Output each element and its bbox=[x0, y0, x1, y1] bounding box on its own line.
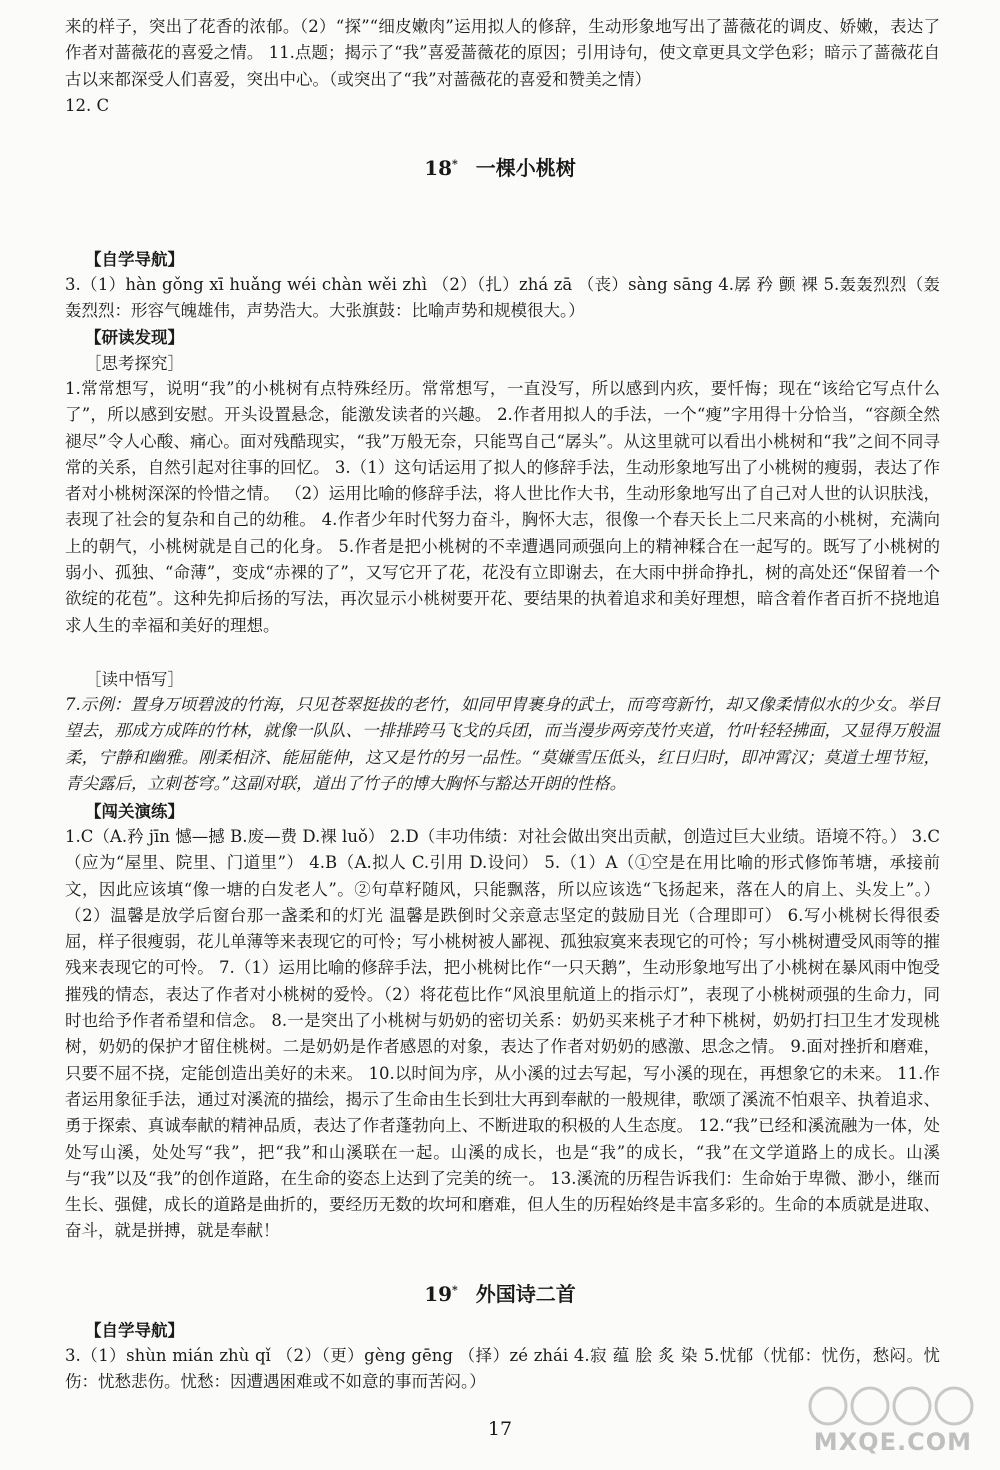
paragraph-duzhong-wuxie: 7.示例：置身万顷碧波的竹海，只见苍翠挺拔的老竹，如同甲胄裹身的武士，而弯弯新竹，却又像柔情似水的少女。举目望去，那成方成阵的竹林，就像一队队、一排排跨马飞戈的兵团，而当漫步两旁茂竹夹道，竹叶轻轻拂面，又显得万般温柔，宁静和幽雅。刚柔相济、能屈能伸，这又是竹的另一品性。“莫嫌雪压低头，红日归时，即冲霄汉；莫道土埋节短，青尖露后，立刺苍穹。”这副对联，道出了竹子的博大胸怀与豁达开朗的性格。 bbox=[65, 695, 940, 793]
section-number: 18* bbox=[424, 156, 458, 180]
tag-chuangguan-yanlian: 【闯关演练】 bbox=[85, 802, 184, 821]
paragraph-zixue-19: 3.（1）shùn mián zhù qǐ （2）（更）gèng gēng （择）zé zhái 4.寂 蕴 脍 炙 染 5.忧郁（忧郁：忧伤，愁闷。忧伤：忧愁悲伤。忧愁：因遭遇困难或不如意的事而苦闷。） bbox=[65, 1346, 940, 1392]
section-title: 外国诗二首 bbox=[475, 1282, 576, 1306]
paragraph-sikao-tanjiu: 1.常常想写，说明“我”的小桃树有点特殊经历。常常想写，一直没写，所以感到内疚，要忏悔；现在“该给它写点什么了”，所以感到安慰。开头设置悬念，能激发读者的兴趣。 2.作者用拟人的手法，一个“瘦”字用得十分恰当，“容颜全然褪尽”令人心酸、痛心。面对残酷现实，“我”万般无奈，只能骂自己“孱头”。从这里就可以看出小桃树和“我”之间不同寻常的关系，自然引起对往事的回忆。 3.（1）这句话运用了拟人的修辞手法，生动形象地写出了小桃树的瘦弱，表达了作者对小桃树深深的怜惜之情。 （2）运用比喻的修辞手法，将人世比作大书，生动形象地写出了自己对人世的认识肤浅，表现了社会的复杂和自己的幼稚。 4.作者少年时代努力奋斗，胸怀大志，很像一个春天长上二尺来高的小桃树，充满向上的朝气，小桃树就是自己的化身。 5.作者是把小桃树的不幸遭遇同顽强向上的精神糅合在一起写的。既写了小桃树的弱小、孤独、“命薄”，变成“赤裸的了”，又写它开了花，花没有立即谢去，在大雨中拼命挣扎，树的高处还“保留着一个欲绽的花苞”。这种先抑后扬的写法，再次显示小桃树要开花、要结果的执着追求和美好理想，暗含着作者百折不挠地追求人生的幸福和美好的理想。 bbox=[65, 379, 940, 635]
page-number: 17 bbox=[487, 1418, 513, 1440]
paragraph-answer-12: 12. C bbox=[65, 96, 110, 115]
section-title: 一棵小桃树 bbox=[475, 156, 576, 180]
subtag-sikao-tanjiu: ［思考探究］ bbox=[85, 354, 184, 373]
section-heading-18 bbox=[0, 152, 1000, 181]
watermark-text: MXQE.COM bbox=[813, 1428, 972, 1456]
paragraph-zixue-18: 3.（1）hàn gǒng xī huǎng wéi chàn wěi zhì （2）（扎）zhá zā （丧）sàng sāng 4.孱 矜 颤 裸 5.轰轰烈烈（轰轰烈烈：形容气魄雄伟，声势浩大。大张旗鼓：比喻声势和规模很大。） bbox=[65, 275, 940, 321]
paragraph-answer-continuation: 来的样子，突出了花香的浓郁。（2）“探”“细皮嫩肉”运用拟人的修辞，生动形象地写出了蔷薇花的调皮、娇嫩，表达了作者对蔷薇花的喜爱之情。 11.点题；揭示了“我”喜爱蔷薇花的原因；引用诗句，使文章更具文学色彩；暗示了蔷薇花自古以来都深受人们喜爱，突出中心。（或突出了“我”对蔷薇花的喜爱和赞美之情） bbox=[65, 17, 940, 89]
section-heading-19 bbox=[0, 1278, 1000, 1307]
section-number: 19* bbox=[424, 1282, 458, 1306]
subtag-duzhong-wuxie: ［读中悟写］ bbox=[85, 670, 184, 689]
tag-yandu-faxian: 【研读发现】 bbox=[85, 328, 184, 347]
paragraph-chuangguan-yanlian: 1.C（A.矜 jīn 憾—撼 B.废—费 D.裸 luǒ） 2.D（丰功伟绩：对社会做出突出贡献，创造过巨大业绩。语境不符。） 3.C（应为“屋里、院里、门道里”） 4.B（A.拟人 C.引用 D.设问） 5.（1）A（①空是在用比喻的形式修饰苇塘，承接前文，因此应该填“像一塘的白发老人”。②句草籽随风，只能飘落，所以应该选“飞扬起来，落在人的肩上、头发上”。） （2）温馨是放学后窗台那一盏柔和的灯光 温馨是跌倒时父亲意志坚定的鼓励目光（合理即可） 6.写小桃树长得很委屈，样子很瘦弱，花儿单薄等来表现它的可怜；写小桃树被人鄙视、孤独寂寞来表现它的可怜；写小桃树遭受风雨等的摧残来表现它的可怜。 7.（1）运用比喻的修辞手法，把小桃树比作“一只天鹅”，生动形象地写出了小桃树在暴风雨中饱受摧残的情态，表达了作者对小桃树的爱怜。（2）将花苞比作“风浪里航道上的指示灯”，表现了小桃树顽强的生命力，同时也给予作者希望和信念。 8.一是突出了小桃树与奶奶的密切关系：奶奶买来桃子才种下桃树，奶奶打扫卫生才发现桃树，奶奶的保护才留住桃树。二是奶奶是作者感恩的对象，表达了作者对奶奶的感激、思念之情。 9.面对挫折和磨难，只要不屈不挠，定能创造出美好的未来。 10.以时间为序，从小溪的过去写起，写小溪的现在，再想象它的未来。 11.作者运用象征手法，通过对溪流的描绘，揭示了生命由生长到壮大再到奉献的一般规律，歌颂了溪流不怕艰辛、执着追求、勇于探索、真诚奉献的精神品质，表达了作者蓬勃向上、不断进取的积极的人生态度。 12.“我”已经和溪流融为一体，处处写山溪，处处写“我”，把“我”和山溪联在一起。山溪的成长，也是“我”的成长，“我”在文学道路上的成长。山溪与“我”以及“我”的创作道路，在生命的姿态上达到了完美的统一。 13.溪流的历程告诉我们：生命始于卑微、渺小，继而生长、强健，成长的道路是曲折的，要经历无数的坎坷和磨难，但人生的历程始终是丰富多彩的。生命的本质就是进取、奋斗，就是拼搏，就是奉献！ bbox=[65, 827, 940, 1241]
tag-zixue-daohang: 【自学导航】 bbox=[85, 250, 184, 269]
tag-zixue-daohang-19: 【自学导航】 bbox=[85, 1321, 184, 1340]
